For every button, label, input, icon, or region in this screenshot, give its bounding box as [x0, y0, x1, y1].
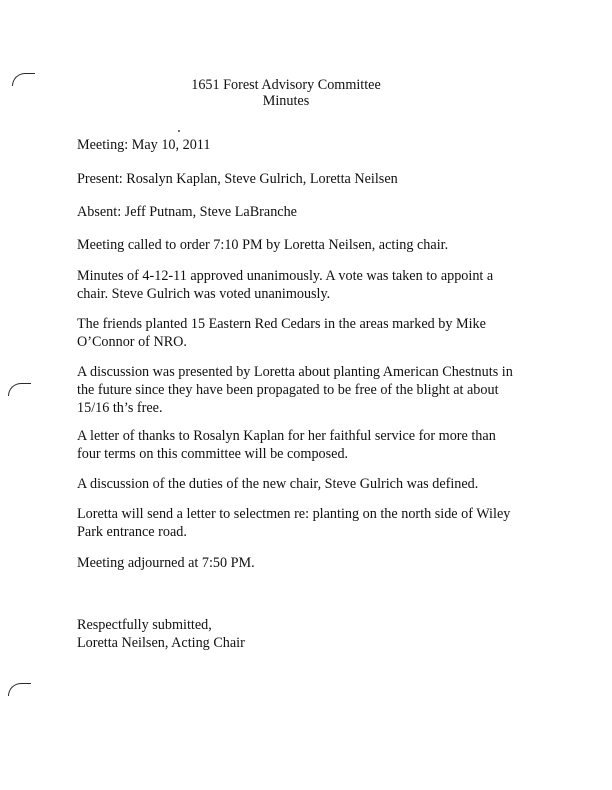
selectmen-letter-paragraph [77, 505, 537, 541]
chair-duties-paragraph: A discussion of the duties of the new chair, Steve Gulrich was defined. [77, 476, 479, 492]
paragraph-line: the future since they have been propagated to be free of the blight at about [77, 382, 499, 398]
meeting-date: Meeting: May 10, 2011 [77, 137, 211, 153]
paragraph-line: Minutes of 4-12-11 approved unanimously. A vote was taken to appoint a [77, 268, 494, 284]
call-to-order: Meeting called to order 7:10 PM by Loretta Neilsen, acting chair. [77, 237, 449, 253]
absent-members: Absent: Jeff Putnam, Steve LaBranche [77, 204, 297, 220]
document-subtitle: Minutes [262, 93, 310, 109]
paragraph-line: A discussion was presented by Loretta about planting American Chestnuts in [77, 364, 513, 380]
scan-speck [178, 130, 180, 132]
paragraph-line: four terms on this committee will be composed. [77, 446, 349, 462]
sign-off: Respectfully submitted, [77, 617, 212, 633]
present-attendees: Present: Rosalyn Kaplan, Steve Gulrich, Loretta Neilsen [77, 171, 398, 187]
paragraph-line: chair. Steve Gulrich was voted unanimously. [77, 286, 331, 302]
paragraph-line: 15/16 th’s free. [77, 400, 163, 416]
cedar-planting-paragraph [77, 315, 537, 351]
adjournment: Meeting adjourned at 7:50 PM. [77, 555, 255, 571]
chestnut-discussion-paragraph [77, 363, 537, 417]
document-title: 1651 Forest Advisory Committee [191, 77, 381, 93]
paragraph-line: A letter of thanks to Rosalyn Kaplan for her faithful service for more than [77, 428, 496, 444]
signer-name: Loretta Neilsen, Acting Chair [77, 635, 245, 651]
thanks-letter-paragraph [77, 427, 537, 463]
signature-block [77, 616, 537, 652]
binder-hole-mark-bottom [8, 683, 31, 696]
paragraph-line: Loretta will send a letter to selectmen re: planting on the north side of Wiley [77, 506, 511, 522]
paragraph-line: The friends planted 15 Eastern Red Cedars in the areas marked by Mike [77, 316, 486, 332]
paragraph-line: O’Connor of NRO. [77, 334, 187, 350]
binder-hole-mark-middle [8, 383, 31, 396]
minutes-approval-paragraph [77, 267, 537, 303]
paragraph-line: Park entrance road. [77, 524, 187, 540]
